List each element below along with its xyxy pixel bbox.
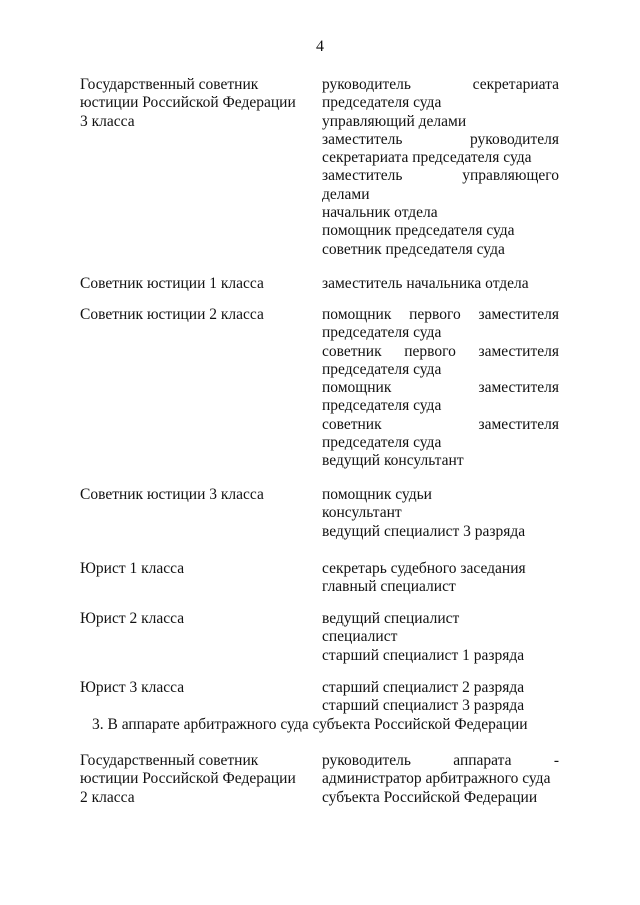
position-line: председателя суда: [322, 434, 442, 452]
position-line: советник заместителя: [322, 415, 559, 433]
positions-cell: [322, 752, 559, 807]
position-line: председателя суда: [322, 94, 442, 112]
rank-cell: [80, 752, 310, 807]
rank-line: Юрист 2 класса: [80, 610, 185, 627]
positions-cell: [322, 560, 559, 597]
page-number: 4: [316, 38, 324, 55]
position-line: ведущий консультант: [322, 452, 464, 470]
position-line: управляющий делами: [322, 112, 467, 130]
positions-cell: [322, 679, 559, 716]
position-line: председателя суда: [322, 397, 442, 415]
rank-line: Советник юстиции 2 класса: [80, 306, 264, 323]
rank-cell: [80, 679, 310, 697]
positions-cell: [322, 306, 559, 471]
position-line: председателя суда: [322, 324, 442, 342]
position-line: начальник отдела: [322, 204, 438, 222]
rank-line: юстиции Российской Федерации: [80, 770, 296, 788]
positions-cell: [322, 76, 559, 259]
position-line: администратор арбитражного суда: [322, 770, 551, 788]
position-line: субъекта Российской Федерации: [322, 788, 538, 806]
positions-cell: [322, 486, 559, 541]
position-line: ведущий специалист 3 разряда: [322, 522, 526, 540]
rank-cell: [80, 610, 310, 628]
position-line: старший специалист 2 разряда: [322, 679, 525, 696]
rank-line: Юрист 1 класса: [80, 560, 185, 577]
rank-line: Государственный советник: [80, 752, 259, 769]
position-line: ведущий специалист: [322, 610, 460, 627]
rank-cell: [80, 486, 310, 504]
position-line: советник председателя суда: [322, 240, 505, 258]
position-line: помощник первого заместителя: [322, 306, 559, 323]
section-heading: 3. В аппарате арбитражного суда субъекта Российской Федерации: [92, 716, 528, 733]
position-line: секретариата председателя суда: [322, 149, 532, 167]
position-line: руководитель секретариата: [322, 76, 559, 93]
position-line: помощник заместителя: [322, 379, 559, 397]
positions-cell: [322, 610, 559, 665]
position-line: консультант: [322, 504, 402, 522]
position-line: делами: [322, 185, 370, 203]
rank-line: 3 класса: [80, 112, 135, 130]
position-line: руководитель аппарата -: [322, 752, 559, 769]
position-line: советник первого заместителя: [322, 342, 559, 360]
position-line: заместитель начальника отдела: [322, 275, 529, 292]
rank-cell: [80, 275, 310, 293]
position-line: заместитель руководителя: [322, 130, 559, 148]
rank-cell: [80, 560, 310, 578]
position-line: старший специалист 1 разряда: [322, 646, 525, 664]
positions-cell: [322, 275, 559, 293]
position-line: специалист: [322, 628, 398, 646]
rank-cell: [80, 306, 310, 324]
rank-line: Юрист 3 класса: [80, 679, 185, 696]
position-line: председателя суда: [322, 360, 442, 378]
position-line: старший специалист 3 разряда: [322, 697, 525, 715]
position-line: помощник председателя суда: [322, 222, 515, 240]
rank-line: Государственный советник: [80, 76, 259, 93]
position-line: помощник судьи: [322, 486, 432, 503]
rank-line: юстиции Российской Федерации: [80, 94, 296, 112]
position-line: секретарь судебного заседания: [322, 560, 526, 577]
position-line: главный специалист: [322, 578, 456, 596]
rank-cell: [80, 76, 310, 131]
rank-line: Советник юстиции 3 класса: [80, 486, 264, 503]
rank-line: Советник юстиции 1 класса: [80, 275, 264, 292]
rank-line: 2 класса: [80, 788, 135, 806]
position-line: заместитель управляющего: [322, 167, 559, 185]
